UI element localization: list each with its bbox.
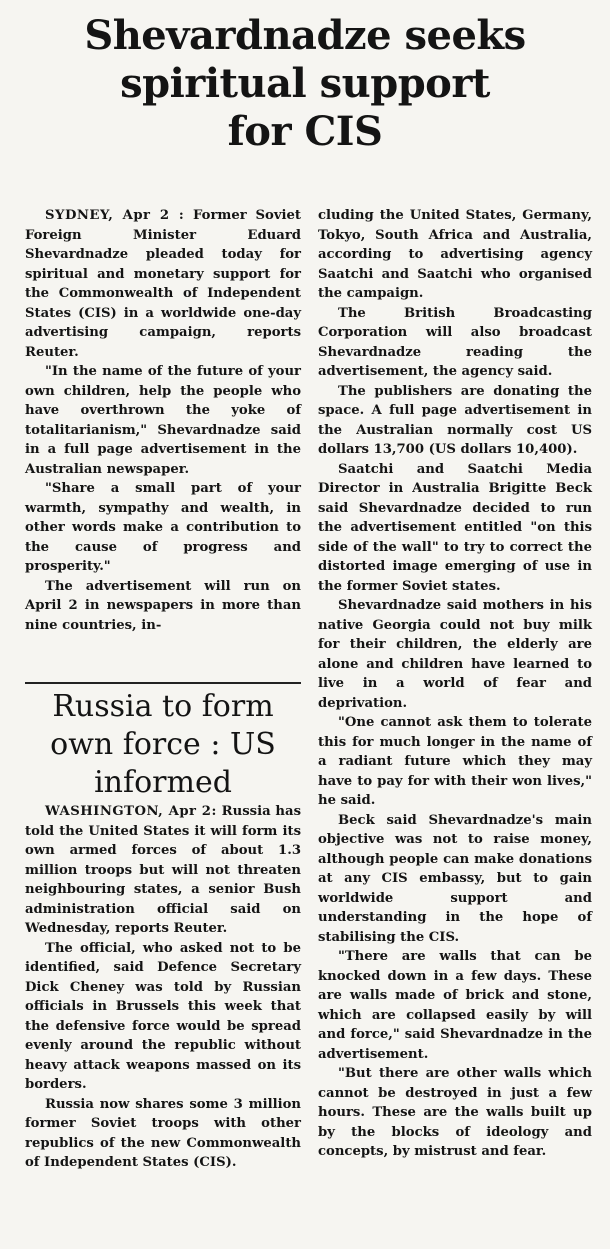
main-headline bbox=[18, 12, 592, 156]
article-paragraph: Shevardnadze said mothers in his native Georgia could not buy milk for their children, the elderly are alone and children have learned to live in a world of fear and deprivation. bbox=[318, 598, 592, 711]
article-paragraph: "Share a small part of your warmth, sympathy and wealth, in other words make a contribution to the cause of progress and prosperity." bbox=[25, 481, 301, 574]
headline-line: own force : US bbox=[50, 727, 276, 762]
paragraph-text: Russia has told the United States it will form its own armed forces of about 1.3 million troops but will not threaten neighbouring states, a senior Bush administration official said on Wednesday, reports Reuter. bbox=[25, 804, 301, 936]
article-paragraph bbox=[25, 206, 301, 362]
headline-line: spiritual support bbox=[120, 60, 490, 107]
dateline: WASHINGTON, Apr 2: bbox=[45, 804, 217, 819]
article-paragraph bbox=[25, 802, 301, 939]
article-paragraph: The advertisement will run on April 2 in newspapers in more than nine countries, in- bbox=[25, 578, 301, 633]
article-paragraph: "One cannot ask them to tolerate this for much longer in the name of a radiant future which they may have to pay for with their won lives," he said. bbox=[318, 715, 592, 808]
section-divider bbox=[25, 682, 301, 684]
article-paragraph: Saatchi and Saatchi Media Director in Australia Brigitte Beck said Shevardnadze decided to run the advertisement entitled "on this side of the wall" to try to correct the distorted image emerging of use in the former Soviet states. bbox=[318, 461, 592, 594]
headline-line: for CIS bbox=[227, 108, 383, 155]
second-headline bbox=[25, 688, 301, 802]
article-paragraph: "In the name of the future of your own children, help the people who have overthrown the yoke of totalitarianism," Shevardnadze said in a full page advertisement in the Australian newspaper. bbox=[25, 364, 301, 477]
second-article-column bbox=[25, 802, 301, 1173]
headline-line: informed bbox=[94, 765, 232, 800]
headline-line: Shevardnadze seeks bbox=[84, 12, 526, 59]
article-paragraph: The publishers are donating the space. A full page advertisement in the Australian normally cost US dollars 13,700 (US dollars 10,400). bbox=[318, 383, 592, 457]
headline-line: Russia to form bbox=[52, 689, 274, 724]
article-paragraph: The official, who asked not to be identified, said Defence Secretary Dick Cheney was told by Russian officials in Brussels this week that the defensive force would be spread evenly around the republic without heavy attack weapons massed on its borders. bbox=[25, 940, 301, 1092]
paragraph-text: Former Soviet Foreign Minister Eduard Shevardnadze pleaded today for spiritual and monetary support for the Commonwealth of Independent States (CIS) in a worldwide one-day advertising campaign, reports Reuter. bbox=[25, 208, 301, 360]
article-paragraph: cluding the United States, Germany, Tokyo, South Africa and Australia, according to advertising agency Saatchi and Saatchi who organised the campaign. bbox=[318, 208, 592, 301]
main-article-right-column bbox=[318, 206, 592, 1162]
article-paragraph: "There are walls that can be knocked down in a few days. These are walls made of brick and stone, which are collapsed easily by will and force," said Shevardnadze in the advertisement. bbox=[318, 949, 592, 1062]
article-paragraph: Beck said Shevardnadze's main objective was not to raise money, although people can make donations at any CIS embassy, but to gain worldwide support and understanding in the hope of stabilising the CIS. bbox=[318, 812, 592, 945]
article-paragraph: "But there are other walls which cannot be destroyed in just a few hours. These are the walls built up by the blocks of ideology and concepts, by mistrust and fear. bbox=[318, 1066, 592, 1159]
dateline: SYDNEY, Apr 2 : bbox=[45, 208, 185, 223]
main-article-left-column bbox=[25, 206, 301, 635]
article-paragraph: Russia now shares some 3 million former Soviet troops with other republics of the new Commonwealth of Independent States (CIS). bbox=[25, 1096, 301, 1170]
article-paragraph: The British Broadcasting Corporation will also broadcast Shevardnadze reading the advertisement, the agency said. bbox=[318, 305, 592, 379]
